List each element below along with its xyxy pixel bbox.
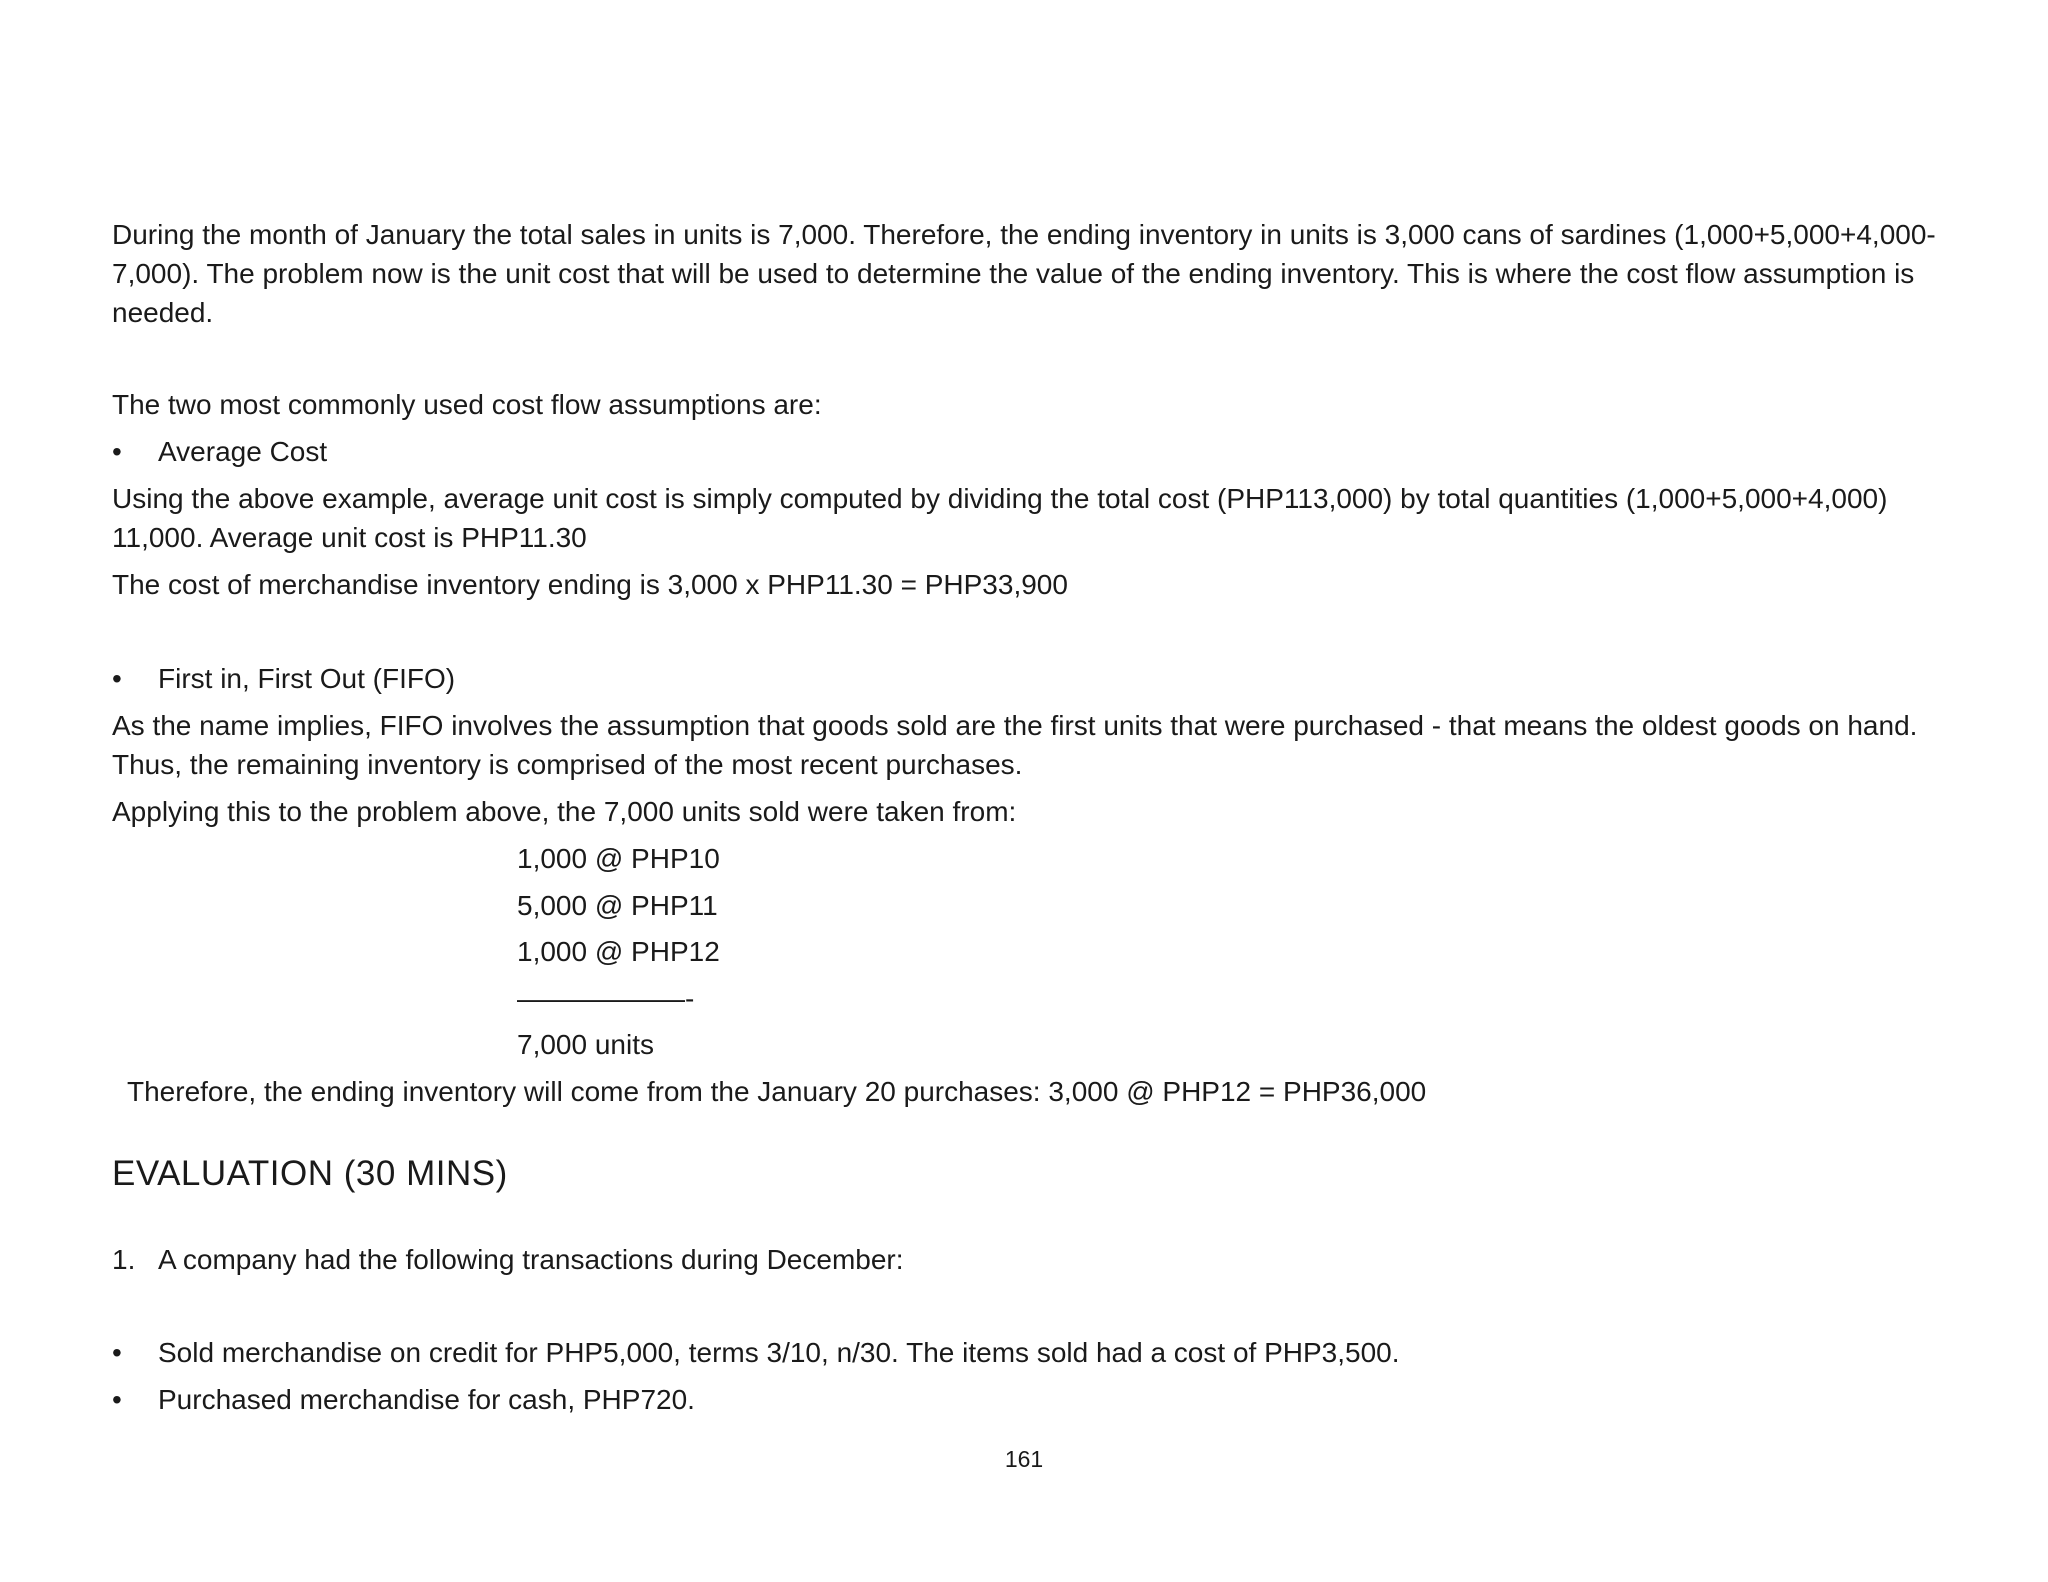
fifo-total: 7,000 units xyxy=(517,1029,654,1060)
fifo-bullet: • xyxy=(112,663,122,694)
average-cost-title: Average Cost xyxy=(158,436,328,467)
average-cost-result: The cost of merchandise inventory ending is 3,000 x PHP11.30 = PHP33,900 xyxy=(112,569,1068,600)
intro-paragraph: During the month of January the total sales in units is 7,000. Therefore, the ending inventory in units is 3,000 cans of sardines (1,000+5,000+4,000-7,000). The problem now is the unit cost that will be used to determine the value of the ending inventory. This is where the cost flow assumption is needed. xyxy=(112,219,1936,328)
average-cost-bullet: • xyxy=(112,436,122,467)
question-text: A company had the following transactions during December: xyxy=(158,1244,904,1275)
transaction-bullet: • xyxy=(112,1384,122,1415)
page-number: 161 xyxy=(1004,1446,1044,1472)
evaluation-heading: EVALUATION (30 MINS) xyxy=(112,1154,508,1193)
fifo-applying: Applying this to the problem above, the 7,000 units sold were taken from: xyxy=(112,796,1017,827)
fifo-total-rule: ——————- xyxy=(517,983,695,1014)
transaction-item: Purchased merchandise for cash, PHP720. xyxy=(158,1384,695,1415)
transaction-item: Sold merchandise on credit for PHP5,000, terms 3/10, n/30. The items sold had a cost of PHP3,500. xyxy=(158,1337,1400,1368)
transaction-bullet: • xyxy=(112,1337,122,1368)
fifo-lot-3: 1,000 @ PHP12 xyxy=(517,936,720,967)
question-number: 1. xyxy=(112,1244,136,1275)
assumptions-intro: The two most commonly used cost flow assumptions are: xyxy=(112,389,822,420)
average-cost-explanation: Using the above example, average unit cost is simply computed by dividing the total cost (PHP113,000) by total quantities (1,000+5,000+4,000) 11,000. Average unit cost is PHP11.30 xyxy=(112,483,1888,553)
fifo-title: First in, First Out (FIFO) xyxy=(158,663,456,694)
fifo-lot-2: 5,000 @ PHP11 xyxy=(517,890,718,921)
fifo-conclusion: Therefore, the ending inventory will come from the January 20 purchases: 3,000 @ PHP12 = PHP36,000 xyxy=(127,1076,1427,1107)
fifo-explanation: As the name implies, FIFO involves the assumption that goods sold are the first units that were purchased - that means the oldest goods on hand. Thus, the remaining inventory is comprised of the most recent purchases. xyxy=(112,710,1918,780)
fifo-lot-1: 1,000 @ PHP10 xyxy=(517,843,720,874)
